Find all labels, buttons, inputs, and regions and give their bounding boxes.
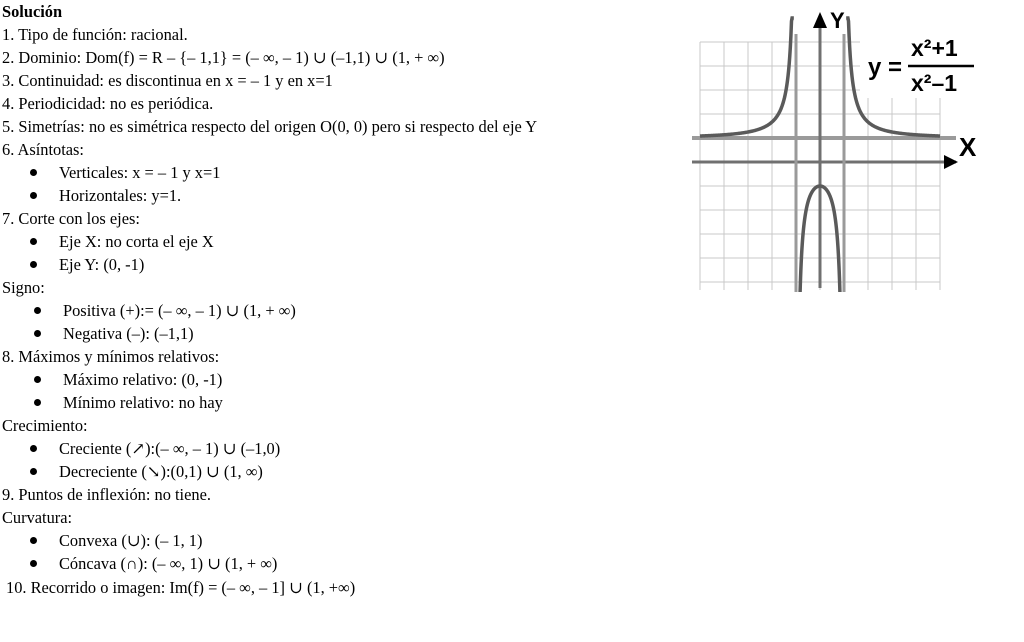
bullet-y-axis-cut: Eje Y: (0, -1) (30, 255, 144, 275)
item-9-inflection: 9. Puntos de inflexión: no tiene. (2, 485, 211, 504)
bullet-x-axis-cut: Eje X: no corta el eje X (30, 232, 214, 252)
bullet-dot (30, 537, 37, 544)
bullet-vertical-asymptotes: Verticales: x = – 1 y x=1 (30, 163, 220, 183)
growth-heading: Crecimiento: (2, 416, 88, 435)
bullet-positive: Positiva (+):= (– ∞, – 1) ∪ (1, + ∞) (34, 301, 296, 321)
bullet-relative-min: Mínimo relativo: no hay (34, 393, 223, 413)
bullet-dot (30, 468, 37, 475)
bullet-dot (34, 399, 41, 406)
bullet-relative-max: Máximo relativo: (0, -1) (34, 370, 222, 390)
bullet-dot (30, 261, 37, 268)
solution-title: Solución (2, 2, 63, 21)
curvature-heading: Curvatura: (2, 508, 73, 527)
x-axis-label: X (959, 132, 977, 162)
bullet-decreasing: Decreciente (↘):(0,1) ∪ (1, ∞) (30, 462, 263, 482)
item-4-periodicity: 4. Periodicidad: no es periódica. (2, 94, 214, 113)
bullet-dot (30, 560, 37, 567)
bullet-concave: Cóncava (∩): (– ∞, 1) ∪ (1, + ∞) (30, 554, 277, 574)
bullet-negative: Negativa (–): (–1,1) (34, 324, 194, 344)
function-graph (692, 10, 992, 292)
bullet-increasing: Creciente (↗):(– ∞, – 1) ∪ (–1,0) (30, 439, 280, 459)
bullet-horizontal-asymptotes: Horizontales: y=1. (30, 186, 181, 206)
bullet-dot (30, 445, 37, 452)
formula-numerator: x²+1 (911, 35, 958, 61)
formula-denominator: x²–1 (911, 70, 958, 96)
item-7-axes-cut: 7. Corte con los ejes: (2, 209, 140, 228)
item-3-continuity: 3. Continuidad: es discontinua en x = – 1 y en x=1 (2, 71, 333, 90)
item-6-asymptotes: 6. Asíntotas: (2, 140, 84, 159)
bullet-dot (34, 307, 41, 314)
bullet-dot (30, 192, 37, 199)
item-10-range: 10. Recorrido o imagen: Im(f) = (– ∞, – 1] ∪ (1, +∞) (6, 578, 356, 597)
curve-left-branch (700, 18, 794, 136)
x-axis-arrow-icon (944, 155, 958, 169)
bullet-convex: Convexa (∪): (– 1, 1) (30, 531, 202, 551)
bullet-dot (30, 238, 37, 245)
item-1-function-type: 1. Tipo de función: racional. (2, 25, 188, 44)
item-5-symmetry: 5. Simetrías: no es simétrica respecto del origen O(0, 0) pero si respecto del eje Y (2, 117, 538, 136)
sign-heading: Signo: (2, 278, 45, 297)
bullet-dot (34, 330, 41, 337)
y-axis-label: Y (830, 10, 845, 33)
bullet-dot (30, 169, 37, 176)
y-axis-arrow-icon (813, 12, 827, 28)
item-2-domain: 2. Dominio: Dom(f) = R – {– 1,1} = (– ∞, – 1) ∪ (–1,1) ∪ (1, + ∞) (2, 48, 445, 67)
formula-lhs: y = (868, 54, 903, 81)
bullet-dot (34, 376, 41, 383)
item-8-extrema: 8. Máximos y mínimos relativos: (2, 347, 220, 366)
